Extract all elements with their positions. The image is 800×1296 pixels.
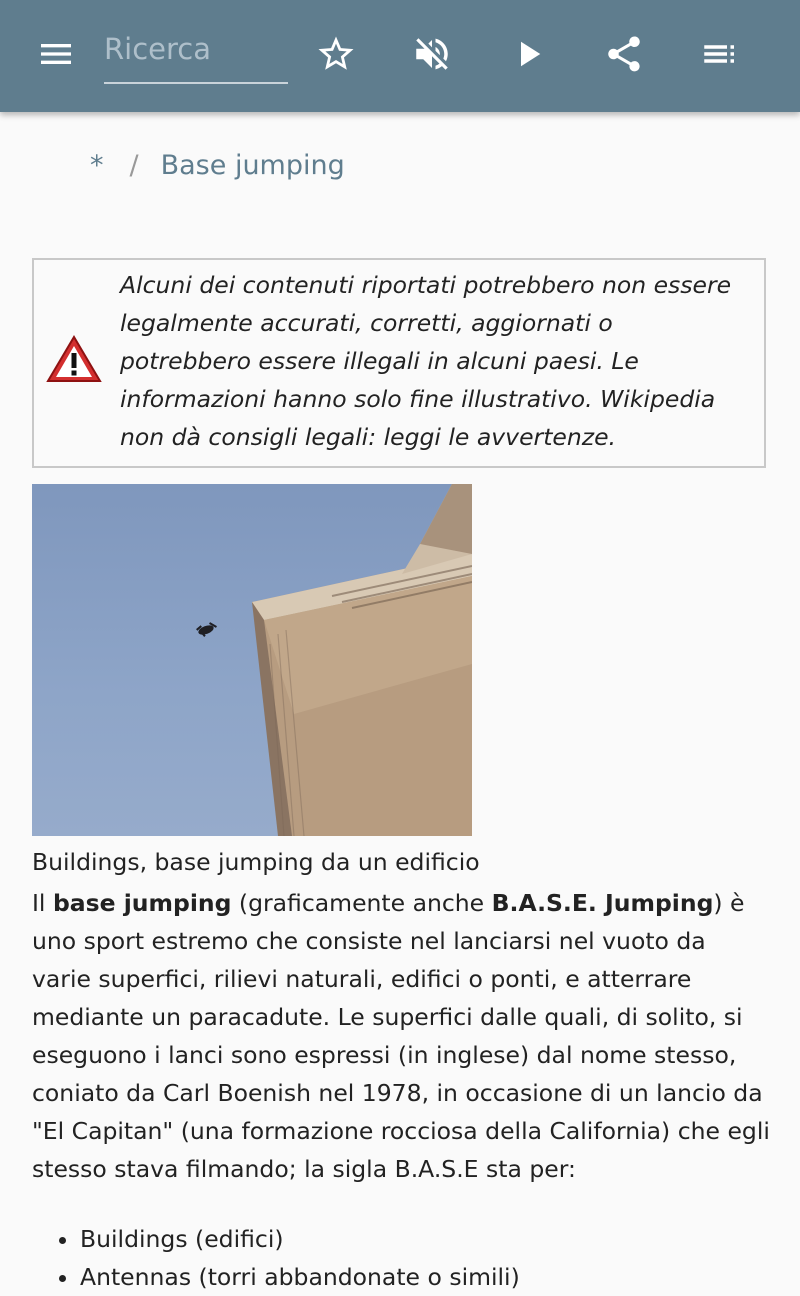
menu-button[interactable]: [24, 22, 88, 86]
text-run: (graficamente anche: [231, 889, 492, 917]
breadcrumb-root[interactable]: *: [90, 150, 104, 181]
menu-icon: [36, 34, 76, 74]
play-icon: [507, 33, 549, 75]
article-paragraph: [32, 884, 772, 1188]
bold-term: base jumping: [52, 889, 232, 917]
list-item: • Antennas (torri abbandonate o simili): [80, 1258, 520, 1296]
mute-button[interactable]: [400, 22, 464, 86]
base-acronym-list: [32, 1220, 520, 1296]
warning-icon: [46, 334, 102, 384]
search-box: [104, 26, 288, 84]
play-button[interactable]: [496, 22, 560, 86]
image-caption: Buildings, base jumping da un edificio: [32, 848, 480, 876]
text-run: Il: [32, 889, 53, 917]
list-item: • Buildings (edifici): [80, 1220, 520, 1258]
list-icon: [699, 33, 741, 75]
search-input[interactable]: [104, 26, 288, 72]
breadcrumb-current[interactable]: Base jumping: [160, 150, 345, 181]
text-run: ) è uno sport estremo che consiste nel lanciarsi nel vuoto da varie superfici, rilievi naturali, edifici o ponti, e atterrare mediante un paracadute. Le superfici dalle quali, di solito, si eseguono i lanci sono espressi (in inglese) dal nome stesso, coniato da Carl Boenish nel 1978, in occasione di un lancio da "El Capitan" (una formazione rocciosa della California) che egli stesso stava filmando; la sigla B.A.S.E sta per:: [32, 889, 770, 1183]
legal-notice-text: Alcuni dei contenuti riportati potrebbero non essere legalmente accurati, corretti, aggiornati o potrebbero essere illegali in alcuni paesi. Le informazioni hanno solo fine illustrativo. Wikipedia non dà consigli legali: leggi le avvertenze.: [120, 271, 732, 451]
star-outline-icon: [315, 33, 357, 75]
app-bar: [0, 0, 800, 112]
share-button[interactable]: [592, 22, 656, 86]
legal-notice-box: [32, 258, 766, 468]
share-icon: [603, 33, 645, 75]
bookmark-button[interactable]: [304, 22, 368, 86]
bold-term: B.A.S.E. Jumping: [491, 889, 714, 917]
article-image[interactable]: [32, 484, 472, 836]
volume-off-icon: [411, 33, 453, 75]
toc-button[interactable]: [688, 22, 752, 86]
base-jumping-photo: [32, 484, 472, 836]
breadcrumb: [90, 150, 345, 181]
breadcrumb-separator: /: [129, 150, 139, 181]
